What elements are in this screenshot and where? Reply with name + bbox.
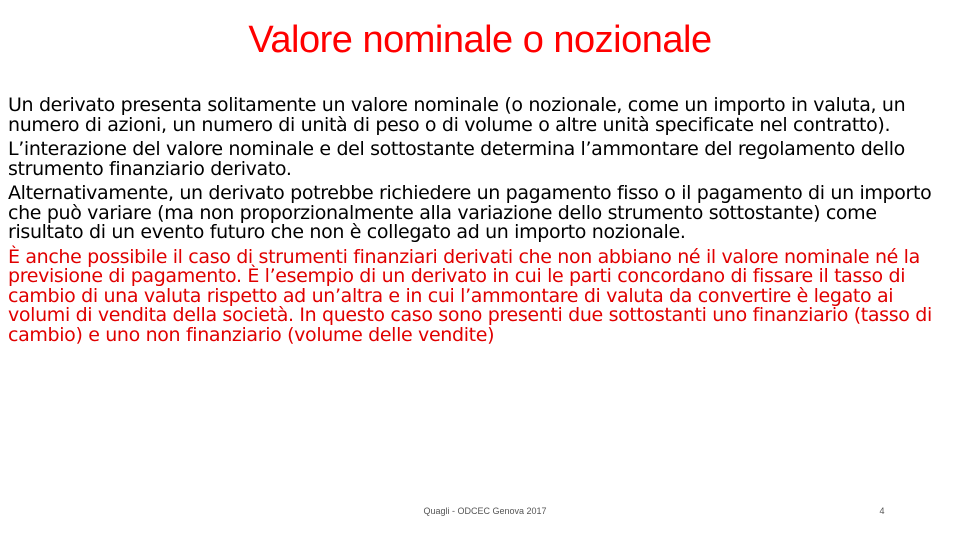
slide-body [8, 96, 954, 350]
paragraph-example-exchange-rate: È anche possibile il caso di strumenti finanziari derivati che non abbiano né il valore nominale né la previsione di pagamento. È l’esempio di un derivato in cui le parti concordano di fissare il tasso di cambio di una valuta rispetto ad un’altra e in cui l’ammontare di valuta da convertire è legato ai volumi di vendita della società. In questo caso sono presenti due sottostanti uno finanziario (tasso di cambio) e uno non finanziario (volume delle vendite) [8, 245, 932, 346]
paragraph-alternative-payment: Alternativamente, un derivato potrebbe richiedere un pagamento fisso o il pagamento di un importo che può variare (ma non proporzionalmente alla variazione dello strumento sottostante) come risultato di un evento futuro che non è collegato ad un importo nozionale. [8, 182, 932, 243]
slide-title: Valore nominale o nozionale [248, 19, 712, 61]
paragraph-notional-definition: Un derivato presenta solitamente un valore nominale (o nozionale, come un importo in valuta, un numero di azioni, un numero di unità di peso o di volume o altre unità specificate nel contratto). [8, 94, 906, 136]
slide-footer: Quagli - ODCEC Genova 2017 [423, 506, 547, 516]
slide-page-number: 4 [879, 506, 885, 516]
paragraph-settlement: L’interazione del valore nominale e del sottostante determina l’ammontare del regolamento dello strumento finanziario derivato. [8, 138, 905, 180]
